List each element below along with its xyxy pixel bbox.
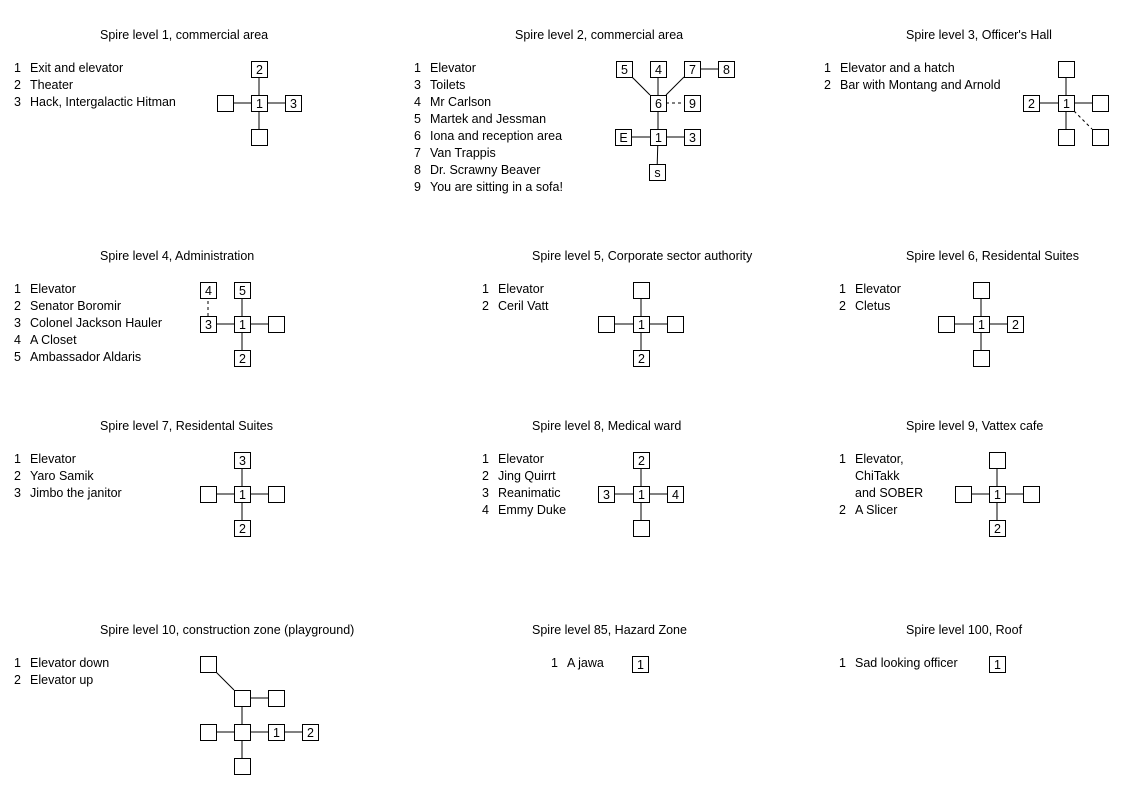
legend-item: 1 Elevator [482,282,544,296]
room-label: 2 [239,352,246,366]
room-box [201,657,217,673]
room-box [252,96,268,112]
room-label: 1 [638,318,645,332]
legend-item: ChiTakk [855,469,900,483]
room-box [235,283,251,299]
room-label: 3 [239,454,246,468]
level-title: Spire level 2, commercial area [515,28,684,42]
room-box [668,487,684,503]
room-label: 3 [603,488,610,502]
legend-item: 1 A jawa [551,656,604,670]
level-title: Spire level 4, Administration [100,249,255,263]
room-box [634,521,650,537]
room-label: 1 [994,488,1001,502]
level-map [201,657,319,775]
legend-item: 1 Elevator [14,282,76,296]
room-box [1008,317,1024,333]
level-title: Spire level 100, Roof [906,623,1023,637]
legend-item: 8 Dr. Scrawny Beaver [414,163,541,177]
legend-item: 5 Martek and Jessman [414,112,547,126]
room-label: 1 [978,318,985,332]
room-box [685,96,701,112]
room-box [634,453,650,469]
room-box [651,62,667,78]
level-map [1024,62,1109,146]
room-box [990,521,1006,537]
legend-item: 3 Jimbo the janitor [14,486,122,500]
room-label: 2 [239,522,246,536]
legend-item: 4 Emmy Duke [482,503,567,517]
room-box [616,130,632,146]
connection [666,77,684,95]
room-box [269,317,285,333]
level-map [633,657,649,673]
legend-item: 1 Elevator, [839,452,904,466]
room-label: 2 [307,726,314,740]
room-label: 4 [655,63,662,77]
room-box [974,351,990,367]
legend-item: 2 Theater [14,78,74,92]
level-title: Spire level 5, Corporate sector authority [532,249,753,263]
room-box [303,725,319,741]
level-map [616,62,735,181]
legend-item: 1 Elevator [414,61,476,75]
room-box [617,62,633,78]
room-label: 6 [655,97,662,111]
room-box [1024,96,1040,112]
room-box [1093,130,1109,146]
legend-item: 2 Bar with Montang and Arnold [824,78,1001,92]
room-box [956,487,972,503]
level-map [990,657,1006,673]
room-label: 9 [689,97,696,111]
level-map [201,283,285,367]
level-title: Spire level 8, Medical ward [532,419,682,433]
room-box [201,317,217,333]
room-label: E [619,131,628,145]
room-box [599,317,615,333]
room-box [269,487,285,503]
room-box [634,487,650,503]
room-label: 1 [638,488,645,502]
room-label: 1 [994,658,1001,672]
legend-item: and SOBER [855,486,924,500]
legend-item: 3 Hack, Intergalactic Hitman [14,95,176,109]
room-box [201,487,217,503]
room-label: 3 [290,97,297,111]
level-map [599,283,684,367]
room-box [1059,130,1075,146]
level-title: Spire level 7, Residental Suites [100,419,274,433]
legend-item: 2 Ceril Vatt [482,299,549,313]
legend-item: 7 Van Trappis [414,146,496,160]
legend-item: 5 Ambassador Aldaris [14,350,142,364]
legend-item: 2 Jing Quirrt [482,469,556,483]
legend-item: 1 Elevator down [14,656,110,670]
room-box [1093,96,1109,112]
room-box [235,351,251,367]
level-title: Spire level 6, Residental Suites [906,249,1080,263]
room-box [990,453,1006,469]
legend-item: 1 Sad looking officer [839,656,958,670]
level-title: Spire level 9, Vattex cafe [906,419,1044,433]
legend-item: 3 Toilets [414,78,466,92]
room-label: 1 [1063,97,1070,111]
legend-item: 4 A Closet [14,333,77,347]
room-box [719,62,735,78]
room-label: 2 [1012,318,1019,332]
legend-item: 1 Exit and elevator [14,61,124,75]
level-title: Spire level 3, Officer's Hall [906,28,1052,42]
legend-item: 2 Cletus [839,299,891,313]
room-box [269,725,285,741]
room-label: 1 [239,318,246,332]
room-box [235,759,251,775]
room-box [990,487,1006,503]
room-box [201,283,217,299]
room-label: s [654,166,661,180]
room-label: 2 [638,454,645,468]
room-box [235,487,251,503]
legend-item: 1 Elevator and a hatch [824,61,955,75]
room-box [218,96,234,112]
room-box [269,691,285,707]
room-box [990,657,1006,673]
legend-item: 6 Iona and reception area [414,129,563,143]
room-box [651,130,667,146]
room-label: 4 [205,284,212,298]
room-box [685,130,701,146]
room-box [634,283,650,299]
level-map [939,283,1024,367]
room-box [1024,487,1040,503]
room-label: 2 [994,522,1001,536]
level-map [599,453,684,537]
room-label: 1 [256,97,263,111]
room-box [599,487,615,503]
legend-item: 1 Elevator [14,452,76,466]
room-label: 2 [638,352,645,366]
room-box [685,62,701,78]
legend-item: 1 Elevator [482,452,544,466]
room-box [668,317,684,333]
connection [657,145,658,164]
room-box [974,317,990,333]
legend-item: 2 Elevator up [14,673,94,687]
room-box [252,62,268,78]
connection [632,77,650,95]
legend-item: 9 You are sitting in a sofa! [414,180,563,194]
room-box [634,351,650,367]
room-box [286,96,302,112]
room-box [201,725,217,741]
room-box [650,165,666,181]
room-label: 1 [655,131,662,145]
room-label: 1 [273,726,280,740]
level-map [956,453,1040,537]
room-box [651,96,667,112]
legend-item: 1 Elevator [839,282,901,296]
room-box [235,521,251,537]
legend-item: 2 Senator Boromir [14,299,122,313]
room-label: 2 [1028,97,1035,111]
room-box [1059,62,1075,78]
legend-item: 4 Mr Carlson [414,95,492,109]
level-title: Spire level 10, construction zone (playground) [100,623,355,637]
room-label: 5 [239,284,246,298]
level-title: Spire level 85, Hazard Zone [532,623,687,637]
level-title: Spire level 1, commercial area [100,28,269,42]
room-label: 2 [256,63,263,77]
connection [216,672,234,690]
room-box [1059,96,1075,112]
legend-item: 3 Reanimatic [482,486,561,500]
room-label: 3 [689,131,696,145]
room-label: 5 [621,63,628,77]
room-box [235,453,251,469]
legend-item: 2 Yaro Samik [14,469,94,483]
room-label: 1 [637,658,644,672]
room-label: 8 [723,63,730,77]
room-box [634,317,650,333]
legend-item: 3 Colonel Jackson Hauler [14,316,163,330]
room-box [235,725,251,741]
room-box [939,317,955,333]
room-box [974,283,990,299]
room-label: 4 [672,488,679,502]
room-label: 3 [205,318,212,332]
room-box [633,657,649,673]
hidden-connection [1074,111,1092,129]
room-box [252,130,268,146]
room-label: 1 [239,488,246,502]
legend-item: 2 A Slicer [839,503,898,517]
room-box [235,317,251,333]
room-label: 7 [689,63,696,77]
level-map [201,453,285,537]
room-box [235,691,251,707]
level-map [218,62,302,146]
